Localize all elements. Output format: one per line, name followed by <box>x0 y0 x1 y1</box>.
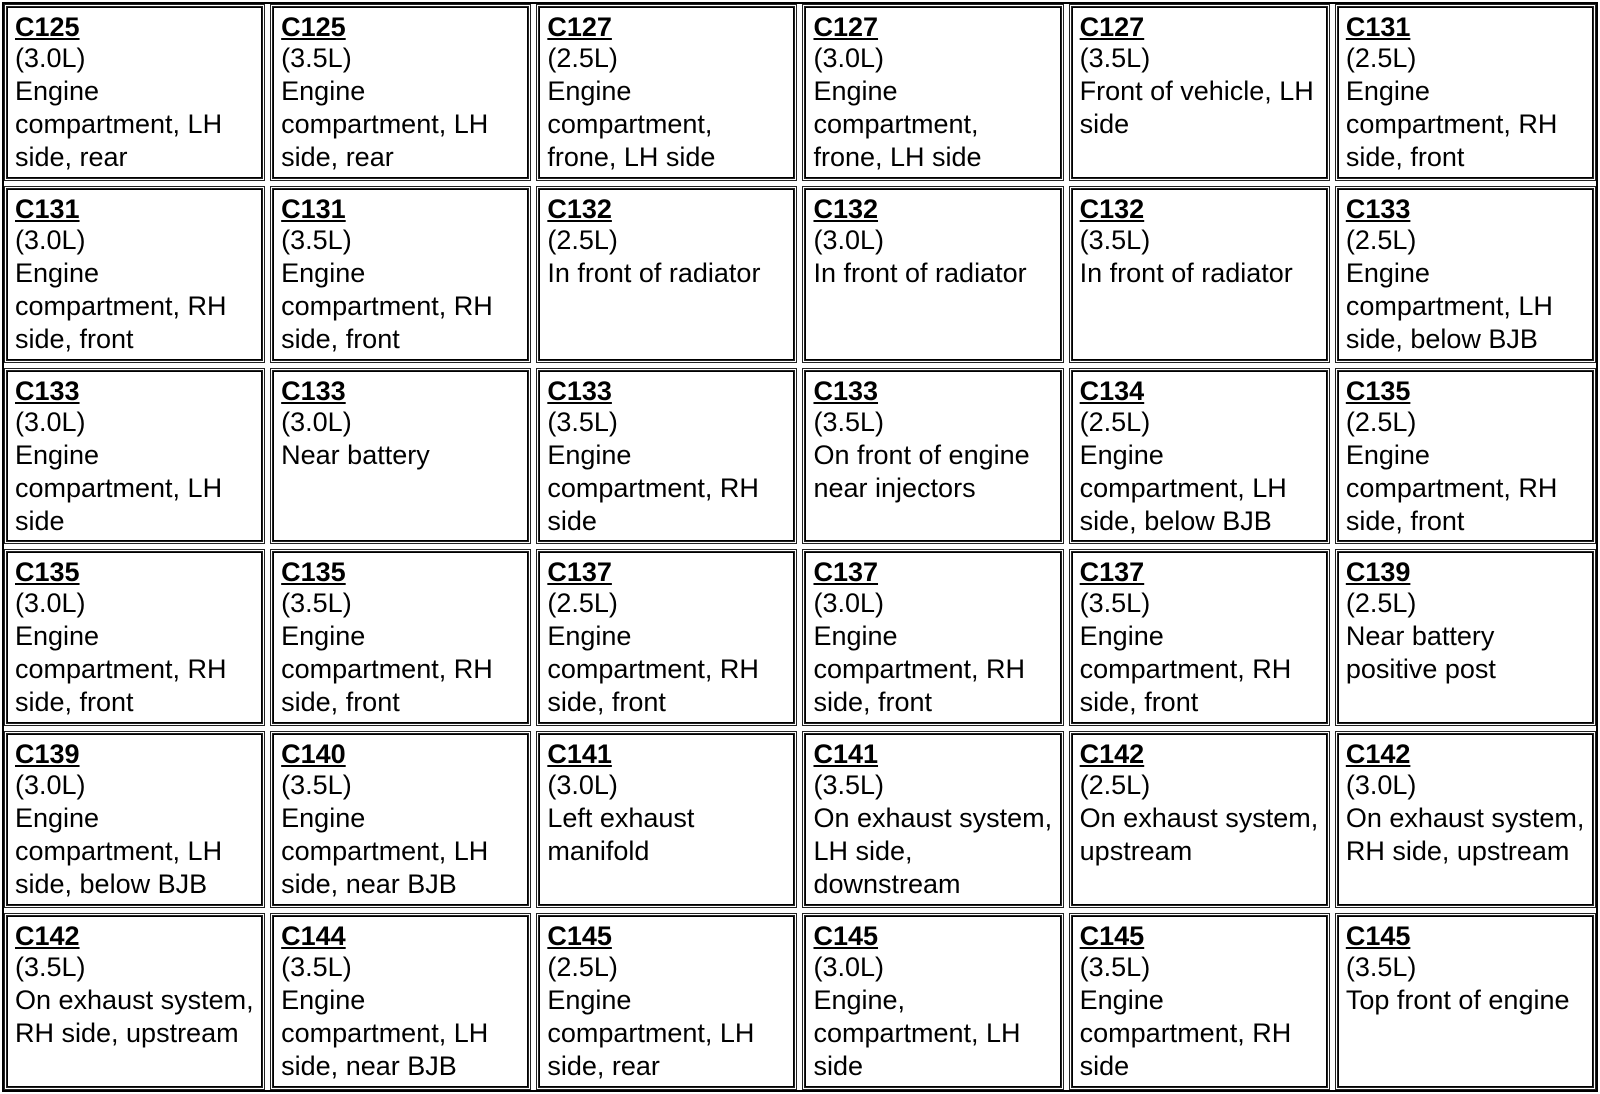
connector-code-link[interactable]: C127 <box>1079 12 1145 42</box>
connector-code-link[interactable]: C125 <box>281 12 346 42</box>
connector-code-link[interactable]: C133 <box>547 375 612 406</box>
location-text: Near battery <box>281 439 430 470</box>
engine-size-label: (3.5L) <box>1345 952 1417 983</box>
table-cell <box>270 186 531 363</box>
table-cell <box>1069 186 1330 363</box>
engine-size-label: (2.5L) <box>1345 43 1417 73</box>
connector-code-link[interactable]: C145 <box>813 921 879 952</box>
engine-size-label: (3.0L) <box>15 406 86 437</box>
table-cell <box>1069 913 1330 1090</box>
connector-code-link[interactable]: C125 <box>15 12 80 42</box>
location-text: Engine compartment, RH side <box>1079 985 1292 1082</box>
connector-code-link[interactable]: C142 <box>1345 739 1411 770</box>
location-text: Engine compartment, frone, LH side <box>813 76 982 172</box>
table-cell <box>536 4 797 181</box>
connector-code-link[interactable]: C127 <box>547 12 612 42</box>
engine-size-label: (3.5L) <box>281 43 352 73</box>
location-text: Engine compartment, LH side, below BJB <box>15 803 223 900</box>
engine-size-label: (3.5L) <box>1079 224 1151 255</box>
table-cell <box>270 731 531 908</box>
connector-code-link[interactable]: C137 <box>1079 557 1145 588</box>
engine-size-label: (3.5L) <box>281 770 352 801</box>
table-cell <box>4 368 265 545</box>
table-cell <box>4 731 265 908</box>
engine-size-label: (2.5L) <box>1345 406 1417 437</box>
connector-code-link[interactable]: C127 <box>813 12 879 42</box>
table-cell <box>1335 913 1596 1090</box>
table-cell <box>4 549 265 726</box>
engine-size-label: (3.5L) <box>1079 952 1151 983</box>
connector-code-link[interactable]: C135 <box>15 557 80 588</box>
location-text: Engine compartment, LH side, near BJB <box>281 803 489 900</box>
table-cell <box>536 731 797 908</box>
location-text: Front of vehicle, LH side <box>1079 76 1314 139</box>
location-text: Left exhaust manifold <box>547 803 695 867</box>
table-cell <box>1335 186 1596 363</box>
engine-size-label: (2.5L) <box>1079 770 1151 801</box>
table-cell <box>4 186 265 363</box>
connector-code-link[interactable]: C131 <box>1345 12 1411 42</box>
location-text: Engine compartment, RH side, front <box>281 257 493 354</box>
table-cell <box>536 913 797 1090</box>
location-text: In front of radiator <box>1079 257 1293 288</box>
location-text: Engine compartment, RH side, front <box>547 621 759 718</box>
location-text: Engine compartment, LH side, below BJB <box>1079 439 1287 536</box>
table-cell <box>536 368 797 545</box>
location-text: Engine compartment, LH side, rear <box>15 76 223 172</box>
table-cell <box>1069 731 1330 908</box>
connector-code-link[interactable]: C133 <box>1345 193 1411 224</box>
table-cell <box>1335 731 1596 908</box>
connector-location-table <box>4 4 1596 1090</box>
engine-size-label: (2.5L) <box>547 588 618 619</box>
engine-size-label: (2.5L) <box>1345 588 1417 619</box>
engine-size-label: (3.0L) <box>813 952 885 983</box>
engine-size-label: (2.5L) <box>1345 224 1417 255</box>
location-text: Engine compartment, RH side, front <box>1345 439 1558 536</box>
engine-size-label: (3.5L) <box>813 770 885 801</box>
table-cell <box>1069 549 1330 726</box>
engine-size-label: (3.0L) <box>15 770 86 801</box>
table-cell <box>1069 368 1330 545</box>
connector-code-link[interactable]: C135 <box>281 557 346 588</box>
connector-code-link[interactable]: C141 <box>547 739 612 770</box>
table-cell <box>270 549 531 726</box>
engine-size-label: (3.5L) <box>1079 43 1151 73</box>
table-cell <box>802 913 1063 1090</box>
connector-code-link[interactable]: C133 <box>15 375 80 406</box>
engine-size-label: (3.0L) <box>813 43 885 73</box>
connector-code-link[interactable]: C142 <box>1079 739 1145 770</box>
table-cell <box>536 549 797 726</box>
connector-code-link[interactable]: C131 <box>15 193 80 224</box>
table-cell <box>4 4 265 181</box>
location-text: On front of engine near injectors <box>813 439 1030 503</box>
engine-size-label: (3.5L) <box>281 224 352 255</box>
location-text: Engine compartment, RH side, front <box>1345 76 1558 172</box>
connector-code-link[interactable]: C137 <box>813 557 879 588</box>
table-cell <box>1069 4 1330 181</box>
table-cell <box>4 913 265 1090</box>
location-text: Engine compartment, LH side <box>15 439 223 536</box>
location-text: Engine compartment, RH side, front <box>15 621 227 718</box>
engine-size-label: (3.0L) <box>813 588 885 619</box>
location-text: Engine compartment, RH side <box>547 439 759 536</box>
engine-size-label: (3.0L) <box>281 406 352 437</box>
location-text: On exhaust system, upstream <box>1079 803 1319 867</box>
table-cell <box>270 913 531 1090</box>
engine-size-label: (3.5L) <box>547 406 618 437</box>
location-text: On exhaust system, LH side, downstream <box>813 803 1053 900</box>
engine-size-label: (3.5L) <box>813 406 885 437</box>
table-cell <box>802 368 1063 545</box>
location-text: Engine compartment, frone, LH side <box>547 76 716 172</box>
location-text: Engine compartment, RH side, front <box>1079 621 1292 718</box>
table-cell <box>270 4 531 181</box>
table-cell <box>802 549 1063 726</box>
connector-code-link[interactable]: C145 <box>1345 921 1411 952</box>
engine-size-label: (2.5L) <box>1079 406 1151 437</box>
table-cell <box>536 186 797 363</box>
engine-size-label: (2.5L) <box>547 43 618 73</box>
engine-size-label: (3.5L) <box>281 952 352 983</box>
engine-size-label: (3.0L) <box>15 43 86 73</box>
engine-size-label: (3.5L) <box>1079 588 1151 619</box>
location-text: In front of radiator <box>813 257 1027 288</box>
table-cell <box>802 731 1063 908</box>
location-text: On exhaust system, RH side, upstream <box>15 985 254 1049</box>
table-cell <box>1335 368 1596 545</box>
engine-size-label: (3.0L) <box>547 770 618 801</box>
engine-size-label: (2.5L) <box>547 952 618 983</box>
engine-size-label: (3.5L) <box>15 952 86 983</box>
location-text: Engine compartment, RH side, front <box>15 257 227 354</box>
connector-code-link[interactable]: C139 <box>1345 557 1411 588</box>
engine-size-label: (3.0L) <box>813 224 885 255</box>
location-text: Engine, compartment, LH side <box>813 985 1021 1082</box>
connector-code-link[interactable]: C145 <box>547 921 612 952</box>
connector-code-link[interactable]: C141 <box>813 739 879 770</box>
engine-size-label: (3.0L) <box>15 588 86 619</box>
location-text: Engine compartment, LH side, rear <box>547 985 755 1082</box>
connector-code-link[interactable]: C132 <box>1079 193 1145 224</box>
table-cell <box>1335 549 1596 726</box>
connector-code-link[interactable]: C132 <box>813 193 879 224</box>
connector-code-link[interactable]: C142 <box>15 921 80 952</box>
engine-size-label: (3.0L) <box>15 224 86 255</box>
table-cell <box>802 186 1063 363</box>
location-text: In front of radiator <box>547 257 761 288</box>
engine-size-label: (3.0L) <box>1345 770 1417 801</box>
connector-code-link[interactable]: C145 <box>1079 921 1145 952</box>
connector-code-link[interactable]: C144 <box>281 921 346 952</box>
location-text: Engine compartment, RH side, front <box>281 621 493 718</box>
connector-code-link[interactable]: C137 <box>547 557 612 588</box>
connector-code-link[interactable]: C134 <box>1079 375 1145 406</box>
location-text: On exhaust system, RH side, upstream <box>1345 803 1585 867</box>
table-cell <box>1335 4 1596 181</box>
engine-size-label: (2.5L) <box>547 224 618 255</box>
table-cell <box>270 368 531 545</box>
table-cell <box>802 4 1063 181</box>
connector-code-link[interactable]: C131 <box>281 193 346 224</box>
connector-code-link[interactable]: C140 <box>281 739 346 770</box>
connector-code-link[interactable]: C133 <box>813 375 879 406</box>
location-text: Engine compartment, LH side, below BJB <box>1345 257 1553 354</box>
connector-code-link[interactable]: C132 <box>547 193 612 224</box>
connector-code-link[interactable]: C139 <box>15 739 80 770</box>
connector-code-link[interactable]: C135 <box>1345 375 1411 406</box>
location-text: Near battery positive post <box>1345 621 1496 685</box>
engine-size-label: (3.5L) <box>281 588 352 619</box>
connector-code-link[interactable]: C133 <box>281 375 346 406</box>
location-text: Top front of engine <box>1345 985 1570 1016</box>
location-text: Engine compartment, RH side, front <box>813 621 1026 718</box>
location-text: Engine compartment, LH side, near BJB <box>281 985 489 1082</box>
location-text: Engine compartment, LH side, rear <box>281 76 489 172</box>
